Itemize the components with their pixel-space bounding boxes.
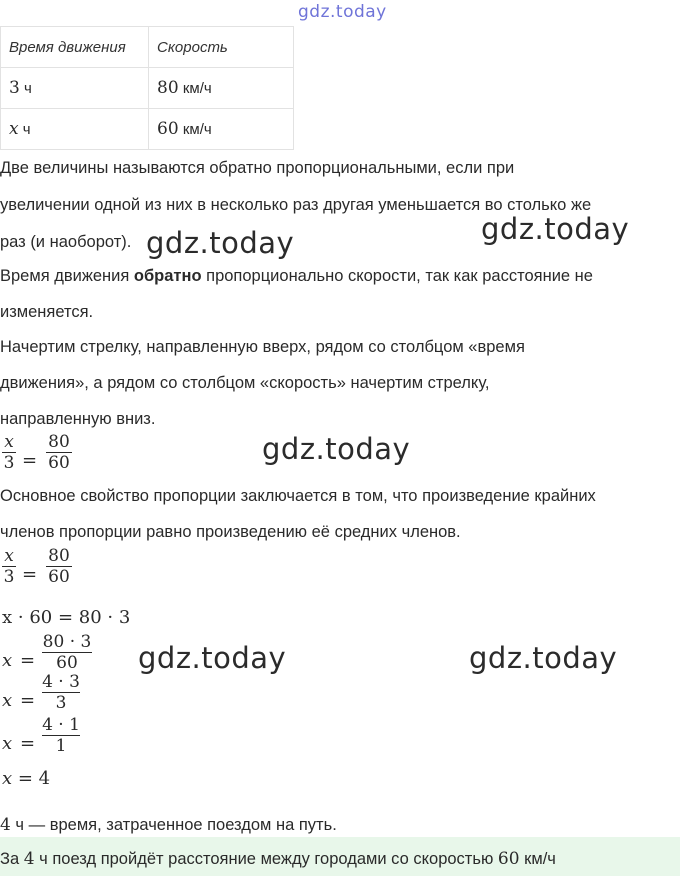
table-row	[1, 109, 294, 150]
fraction-4x3-over-3: 4 · 3 3	[42, 672, 80, 713]
variable-x: x	[2, 650, 13, 671]
watermark: gdz.today	[138, 641, 287, 675]
watermark: gdz.today	[481, 212, 630, 246]
arrow-instruction-line: Начертим стрелку, направленную вверх, рядом со столбцом «время	[0, 338, 525, 356]
watermark: gdz.today	[146, 226, 295, 260]
variable-x: x	[2, 690, 13, 711]
fraction-x-over-3: x 3	[3, 546, 15, 587]
table-header-row	[1, 27, 294, 68]
equals-sign: =	[20, 650, 36, 671]
result-equation: x = 4	[2, 768, 51, 789]
conclusion-line: За 4 ч поезд пройдёт расстояние между городами со скоростью 60 км/ч	[0, 849, 556, 869]
property-line: Основное свойство пропорции заключается в том, что произведение крайних	[0, 487, 596, 505]
watermark: gdz.today	[262, 432, 411, 466]
data-table	[0, 26, 294, 150]
fraction-x-over-3: x 3	[3, 432, 15, 473]
equals-sign: =	[20, 690, 36, 711]
variable-x: x	[2, 733, 13, 754]
cross-multiplication: x · 60 = 80 · 3	[2, 607, 131, 628]
answer-line: 4 ч — время, затраченное поездом на путь.	[0, 815, 337, 835]
definition-line: Две величины называются обратно пропорциональными, если при	[0, 159, 515, 177]
table-header-time: Время движения	[1, 27, 149, 68]
equals-sign: =	[22, 450, 38, 471]
table-cell-speed: 80 км/ч	[149, 68, 294, 109]
inverse-statement: Время движения обратно пропорционально скорости, так как расстояние не	[0, 267, 593, 285]
watermark: gdz.today	[469, 641, 618, 675]
table-cell-time: x ч	[1, 109, 149, 150]
definition-line: раз (и наоборот).	[0, 233, 132, 251]
equals-sign: =	[20, 733, 36, 754]
watermark-top: gdz.today	[298, 2, 387, 22]
fraction-80x3-over-60: 80 · 3 60	[42, 632, 92, 673]
table-row	[1, 68, 294, 109]
arrow-instruction-line: движения», а рядом со столбцом «скорость» начертим стрелку,	[0, 374, 490, 392]
table-cell-time: 3 ч	[1, 68, 149, 109]
arrow-instruction-line: направленную вниз.	[0, 410, 156, 428]
fraction-80-over-60: 80 60	[46, 546, 72, 587]
property-line: членов пропорции равно произведению её средних членов.	[0, 523, 461, 541]
fraction-80-over-60: 80 60	[46, 432, 72, 473]
definition-line: увеличении одной из них в несколько раз другая уменьшается во столько же	[0, 196, 592, 214]
inverse-statement-line: изменяется.	[0, 303, 94, 321]
table-cell-speed: 60 км/ч	[149, 109, 294, 150]
table-header-speed: Скорость	[149, 27, 294, 68]
emphasis: обратно	[133, 267, 202, 285]
fraction-4x1-over-1: 4 · 1 1	[42, 715, 80, 756]
equals-sign: =	[22, 564, 38, 585]
